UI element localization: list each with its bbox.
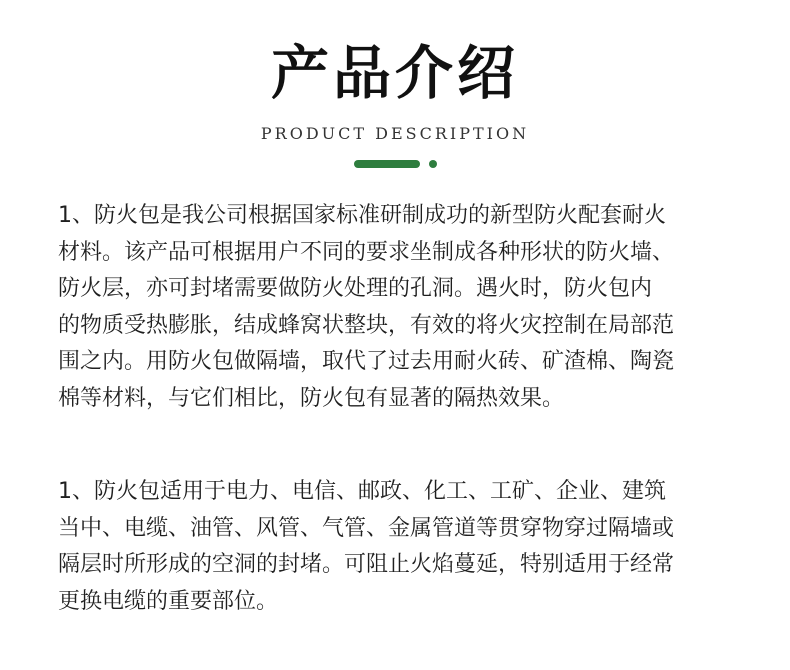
divider-dot [429, 160, 437, 168]
page-subtitle: PRODUCT DESCRIPTION [260, 124, 530, 143]
title-divider [0, 160, 790, 170]
page-title: 产品介绍 [270, 39, 519, 107]
divider-bar [354, 160, 420, 168]
description-paragraph-1: 1、防火包是我公司根据国家标准研制成功的新型防火配套耐火 材料。该产品可根据用户不同的要求坐制成各种形状的防火墙、 防火层，亦可封堵需要做防火处理的孔洞。遇火时，防火包内 的物质受热膨胀，结成蜂窝状整块，有效的将火灾控制在局部范 围之内。用防火包做隔墙，取代了过去用耐火砖、矿渣棉、陶瓷 棉等材料，与它们相比，防火包有显著的隔热效果。 [58, 203, 675, 411]
description-paragraph-2: 1、防火包适用于电力、电信、邮政、化工、工矿、企业、建筑 当中、电缆、油管、风管、气管、金属管道等贯穿物穿过隔墙或 隔层时所形成的空洞的封堵。可阻止火焰蔓延，特别适用于经常 更换电缆的重要部位。 [58, 479, 675, 614]
